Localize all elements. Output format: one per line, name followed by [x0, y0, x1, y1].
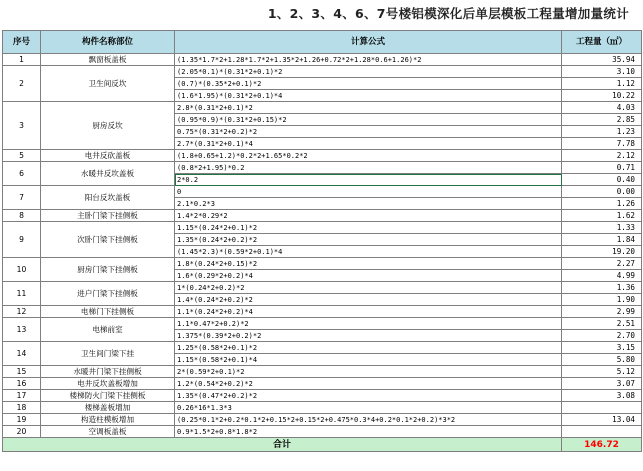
formula-cell[interactable]: 1.375*(0.39*2+0.2)*2 — [175, 330, 562, 342]
component-name-cell[interactable]: 楼梯防火门梁下挂侧板 — [41, 390, 175, 402]
header-qty[interactable]: 工程量（㎡） — [562, 31, 642, 54]
row-number-cell[interactable]: 11 — [3, 282, 41, 306]
row-number-cell[interactable]: 9 — [3, 222, 41, 258]
quantity-cell[interactable]: 2.27 — [562, 258, 642, 270]
row-number-cell[interactable]: 7 — [3, 186, 41, 210]
total-label[interactable]: 合计 — [3, 438, 562, 452]
quantity-cell[interactable]: 2.51 — [562, 318, 642, 330]
row-number-cell[interactable]: 6 — [3, 162, 41, 186]
formula-cell[interactable]: 1.1*0.47*2+0.2)*2 — [175, 318, 562, 330]
quantity-cell[interactable]: 0.71 — [562, 162, 642, 174]
formula-cell[interactable]: 1.4*2*0.29*2 — [175, 210, 562, 222]
row-number-cell[interactable]: 19 — [3, 414, 41, 426]
table-row — [3, 306, 642, 318]
table-body — [3, 54, 642, 438]
total-value[interactable]: 146.72 — [562, 438, 642, 452]
row-number-cell[interactable]: 14 — [3, 342, 41, 366]
quantity-cell[interactable]: 2.85 — [562, 114, 642, 126]
component-name-cell[interactable]: 厨房门梁下挂侧板 — [41, 258, 175, 282]
row-number-cell[interactable]: 17 — [3, 390, 41, 402]
component-name-cell[interactable]: 次卧门梁下挂侧板 — [41, 222, 175, 258]
quantity-cell[interactable]: 19.20 — [562, 246, 642, 258]
table-row — [3, 210, 642, 222]
formula-cell[interactable]: 1.2*(0.54*2+0.2)*2 — [175, 378, 562, 390]
table-row — [3, 54, 642, 66]
formula-cell[interactable]: 2.1*0.2*3 — [175, 198, 562, 210]
formula-cell[interactable]: 2*(0.59*2+0.1)*2 — [175, 366, 562, 378]
header-formula[interactable]: 计算公式 — [175, 31, 562, 54]
header-row — [3, 31, 642, 54]
quantity-cell[interactable]: 4.99 — [562, 270, 642, 282]
formula-cell[interactable]: (0.7)*(0.35*2+0.1)*2 — [175, 78, 562, 90]
quantity-cell[interactable]: 4.03 — [562, 102, 642, 114]
quantity-cell[interactable]: 1.26 — [562, 198, 642, 210]
quantity-cell[interactable]: 1.84 — [562, 234, 642, 246]
row-number-cell[interactable]: 5 — [3, 150, 41, 162]
table-row — [3, 222, 642, 234]
quantity-cell[interactable]: 2.12 — [562, 150, 642, 162]
row-number-cell[interactable]: 3 — [3, 102, 41, 150]
quantity-cell[interactable]: 13.04 — [562, 414, 642, 426]
header-name[interactable]: 构件名称部位 — [41, 31, 175, 54]
quantity-cell[interactable]: 1.36 — [562, 282, 642, 294]
quantity-cell[interactable]: 2.70 — [562, 330, 642, 342]
component-name-cell[interactable]: 卫生间门梁下挂 — [41, 342, 175, 366]
formula-cell[interactable]: 0 — [175, 186, 562, 198]
formula-cell[interactable]: 0.26*16*1.3*3 — [175, 402, 562, 414]
quantity-cell[interactable]: 3.10 — [562, 66, 642, 78]
formula-cell[interactable]: (0.8*2+1.95)*0.2 — [175, 162, 562, 174]
component-name-cell[interactable]: 电井反砍盖板 — [41, 150, 175, 162]
row-number-cell[interactable]: 20 — [3, 426, 41, 438]
formula-cell[interactable]: (0.95*0.9)*(0.31*2+0.15)*2 — [175, 114, 562, 126]
formula-cell[interactable]: 1.15*(0.58*2+0.1)*4 — [175, 354, 562, 366]
table-row — [3, 378, 642, 390]
table-row — [3, 282, 642, 294]
formula-cell[interactable]: (1.35*1.7*2+1.28*1.7*2+1.35*2+1.26+0.72*2+1.28*0.6+1.26)*2 — [175, 54, 562, 66]
quantity-cell[interactable]: 3.08 — [562, 390, 642, 402]
table-row — [3, 102, 642, 114]
component-name-cell[interactable]: 电梯前室 — [41, 318, 175, 342]
quantity-cell[interactable]: 10.22 — [562, 90, 642, 102]
formula-cell[interactable]: (1.45*2.3)*(0.59*2+0.1)*4 — [175, 246, 562, 258]
formula-cell[interactable]: 1.8*(0.24*2+0.15)*2 — [175, 258, 562, 270]
header-no[interactable]: 序号 — [3, 31, 41, 54]
row-number-cell[interactable]: 16 — [3, 378, 41, 390]
formula-cell[interactable]: 1.1*(0.24*2+0.2)*4 — [175, 306, 562, 318]
row-number-cell[interactable]: 15 — [3, 366, 41, 378]
table-row — [3, 342, 642, 354]
component-name-cell[interactable]: 主卧门梁下挂侧板 — [41, 210, 175, 222]
formula-cell[interactable]: 1.15*(0.24*2+0.1)*2 — [175, 222, 562, 234]
quantity-cell[interactable]: 1.33 — [562, 222, 642, 234]
formula-cell[interactable]: 1.25*(0.58*2+0.1)*2 — [175, 342, 562, 354]
quantity-cell[interactable]: 0.40 — [562, 174, 642, 186]
table-row — [3, 366, 642, 378]
quantity-cell[interactable] — [562, 402, 642, 414]
quantity-cell[interactable]: 1.12 — [562, 78, 642, 90]
table-row — [3, 162, 642, 174]
table-row — [3, 414, 642, 426]
table-row — [3, 402, 642, 414]
table-row — [3, 390, 642, 402]
formula-cell[interactable]: (1.8+0.65+1.2)*0.2*2+1.65*0.2*2 — [175, 150, 562, 162]
formula-cell[interactable]: 1*(0.24*2+0.2)*2 — [175, 282, 562, 294]
quantity-cell[interactable]: 1.90 — [562, 294, 642, 306]
component-name-cell[interactable]: 卫生间反坎 — [41, 66, 175, 102]
component-name-cell[interactable]: 构造柱模板增加 — [41, 414, 175, 426]
row-number-cell[interactable]: 2 — [3, 66, 41, 102]
quantity-cell[interactable]: 0.00 — [562, 186, 642, 198]
component-name-cell[interactable]: 水暖井反坎盖板 — [41, 162, 175, 186]
component-name-cell[interactable]: 电井反坎盖板增加 — [41, 378, 175, 390]
formula-cell[interactable]: 2.7*(0.31*2+0.1)*4 — [175, 138, 562, 150]
table-row — [3, 66, 642, 78]
formula-cell[interactable]: (2.05*0.1)*(0.31*2+0.1)*2 — [175, 66, 562, 78]
formula-cell[interactable]: 1.4*(0.24*2+0.2)*2 — [175, 294, 562, 306]
table-row — [3, 318, 642, 330]
formula-cell[interactable]: 2.8*(0.31*2+0.1)*2 — [175, 102, 562, 114]
formula-cell[interactable]: 0.9*1.5*2+0.8*1.8*2 — [175, 426, 562, 438]
row-number-cell[interactable]: 10 — [3, 258, 41, 282]
formula-cell[interactable]: 2*0.2 — [175, 174, 562, 186]
quantity-cell[interactable]: 2.99 — [562, 306, 642, 318]
formula-cell[interactable]: 0.75*(0.31*2+0.2)*2 — [175, 126, 562, 138]
row-number-cell[interactable]: 13 — [3, 318, 41, 342]
component-name-cell[interactable]: 空调板盖板 — [41, 426, 175, 438]
quantity-cell[interactable] — [562, 426, 642, 438]
sheet-title: 1、2、3、4、6、7号楼铝模深化后单层模板工程量增加量统计 — [267, 6, 629, 21]
quantity-cell[interactable]: 35.94 — [562, 54, 642, 66]
formula-cell[interactable]: 1.35*(0.24*2+0.2)*2 — [175, 234, 562, 246]
table-row — [3, 150, 642, 162]
formula-cell[interactable]: (1.6*1.95)*(0.31*2+0.1)*4 — [175, 90, 562, 102]
quantity-cell[interactable]: 7.78 — [562, 138, 642, 150]
component-name-cell[interactable]: 厨房反坎 — [41, 102, 175, 150]
row-number-cell[interactable]: 1 — [3, 54, 41, 66]
total-row — [3, 438, 642, 452]
formula-cell[interactable]: 1.6*(0.29*2+0.2)*4 — [175, 270, 562, 282]
quantity-cell[interactable]: 5.12 — [562, 366, 642, 378]
row-number-cell[interactable]: 18 — [3, 402, 41, 414]
formula-cell[interactable]: (0.25*0.1*2+0.2*0.1*2+0.15*2+0.15*2+0.475*0.3*4+0.2*0.1*2+0.2)*3*2 — [175, 414, 562, 426]
formula-cell[interactable]: 1.35*(0.47*2+0.2)*2 — [175, 390, 562, 402]
component-name-cell[interactable]: 飘窗板盖板 — [41, 54, 175, 66]
quantity-table — [2, 30, 642, 452]
component-name-cell[interactable]: 阳台反坎盖板 — [41, 186, 175, 210]
quantity-cell[interactable]: 3.15 — [562, 342, 642, 354]
quantity-cell[interactable]: 1.23 — [562, 126, 642, 138]
quantity-cell[interactable]: 5.80 — [562, 354, 642, 366]
quantity-cell[interactable]: 3.07 — [562, 378, 642, 390]
row-number-cell[interactable]: 8 — [3, 210, 41, 222]
table-row — [3, 426, 642, 438]
component-name-cell[interactable]: 进户门梁下挂侧板 — [41, 282, 175, 306]
row-number-cell[interactable]: 12 — [3, 306, 41, 318]
component-name-cell[interactable]: 水暖井门梁下挂侧板 — [41, 366, 175, 378]
component-name-cell[interactable]: 电梯门下挂侧板 — [41, 306, 175, 318]
quantity-cell[interactable]: 1.62 — [562, 210, 642, 222]
component-name-cell[interactable]: 楼梯盖板增加 — [41, 402, 175, 414]
table-row — [3, 186, 642, 198]
table-row — [3, 258, 642, 270]
